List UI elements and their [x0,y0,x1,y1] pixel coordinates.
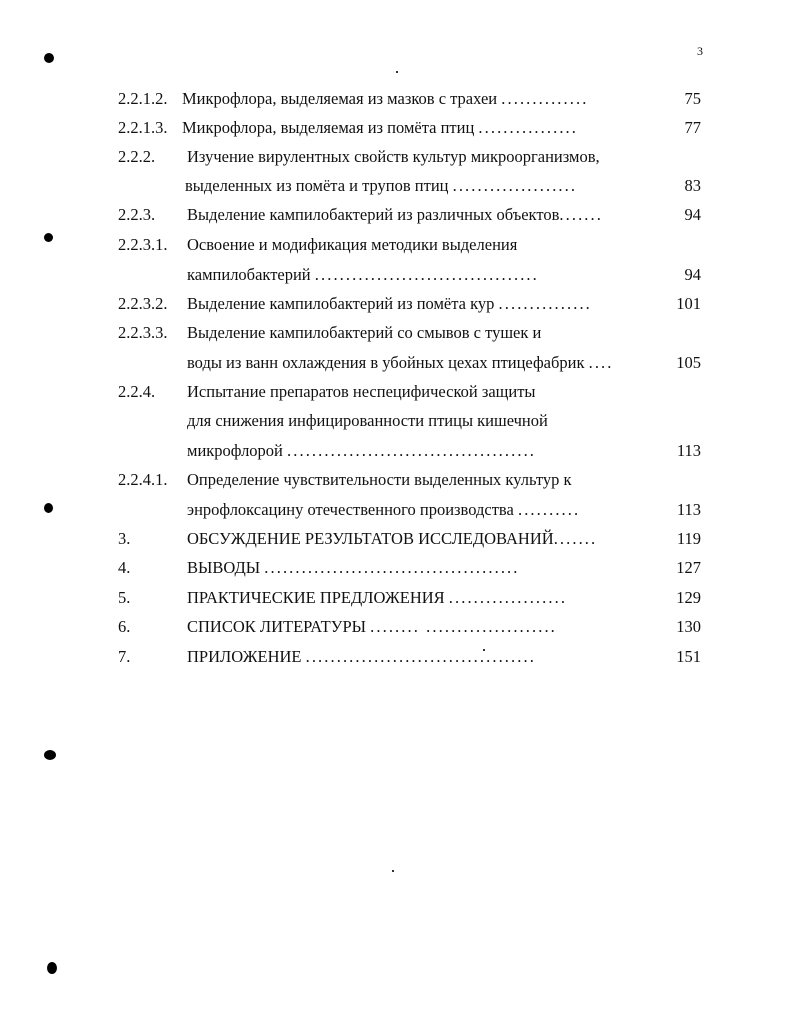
toc-entry [0,646,791,668]
margin-mark [44,750,56,760]
toc-number: 2.2.4. [118,382,156,401]
toc-entry [0,146,791,168]
toc-title-line: воды из ванн охлаждения в убойных цехах птицефабрик .... [187,353,614,372]
toc-number: 7. [118,647,131,666]
scan-speck [396,71,398,73]
toc-number: 2.2.4.1. [118,470,168,489]
toc-entry [0,557,791,579]
toc-entry-continuation [0,175,791,197]
toc-page: 119 [676,529,701,548]
toc-entry-continuation [0,352,791,374]
toc-page: 94 [684,265,701,284]
toc-entry [0,469,791,491]
toc-entry [0,234,791,256]
toc-page: 129 [676,588,701,607]
toc-title-line: для снижения инфицированности птицы кишечной [187,411,548,430]
toc-number: 2.2.3.3. [118,323,168,342]
scan-speck [392,870,394,872]
toc-number: 4. [118,558,131,577]
toc-entry [0,293,791,315]
toc-title-line: Изучение вирулентных свойств культур микроорганизмов, [187,147,600,166]
toc-title-line: энрофлоксацину отечественного производства .......... [187,500,581,519]
toc-entry-continuation [0,410,791,432]
toc-title-line: ПРАКТИЧЕСКИЕ ПРЕДЛОЖЕНИЯ ................... [187,588,568,607]
page-number: 3 [697,44,703,58]
toc-title-line: микрофлорой ........................................ [187,441,537,460]
toc-title-line: СПИСОК ЛИТЕРАТУРЫ ........ ..................... [187,617,557,636]
toc-title-line: Выделение кампилобактерий из различных объектов....... [187,205,603,224]
toc-title-line: ВЫВОДЫ ......................................... [187,558,520,577]
toc-entry [0,322,791,344]
toc-title-line: Выделение кампилобактерий из помёта кур ............... [187,294,592,313]
toc-title-line: Микрофлора, выделяемая из мазков с трахеи .............. [182,89,589,108]
toc-entry [0,117,791,139]
toc-title-line: Освоение и модификация методики выделения [187,235,518,254]
toc-page: 77 [684,118,701,137]
toc-number: 2.2.3.1. [118,235,168,254]
toc-page: 127 [676,558,701,577]
toc-entry [0,381,791,403]
toc-entry-continuation [0,264,791,286]
toc-page: 94 [684,205,701,224]
toc-page: 130 [676,617,701,636]
toc-number: 2.2.3.2. [118,294,168,313]
toc-entry [0,587,791,609]
toc-page: 113 [676,500,701,519]
toc-number: 2.2.3. [118,205,156,224]
toc-number: 3. [118,529,131,548]
toc-number: 2.2.1.3. [118,118,168,137]
toc-number: 6. [118,617,131,636]
toc-title-line: Определение чувствительности выделенных культур к [187,470,572,489]
toc-entry-continuation [0,440,791,462]
toc-title-line: Микрофлора, выделяемая из помёта птиц ................ [182,118,579,137]
toc-title-line: ПРИЛОЖЕНИЕ ..................................... [187,647,536,666]
toc-entry-continuation [0,499,791,521]
toc-title-line: кампилобактерий .................................... [187,265,539,284]
toc-page: 101 [676,294,701,313]
toc-page: 113 [676,441,701,460]
toc-number: 2.2.1.2. [118,89,168,108]
toc-page: 105 [676,353,701,372]
toc-page: 151 [676,647,701,666]
toc-entry [0,616,791,638]
toc-page: 83 [684,176,701,195]
toc-title-line: ОБСУЖДЕНИЕ РЕЗУЛЬТАТОВ ИССЛЕДОВАНИЙ....... [187,529,598,548]
toc-entry [0,88,791,110]
toc-entry [0,204,791,226]
toc-entry [0,528,791,550]
toc-title-line: Испытание препаратов неспецифической защиты [187,382,536,401]
toc-title-line: Выделение кампилобактерий со смывов с тушек и [187,323,542,342]
toc-number: 2.2.2. [118,147,156,166]
margin-mark [47,962,57,974]
toc-title-line: выделенных из помёта и трупов птиц .................... [185,176,578,195]
margin-mark [44,53,54,63]
toc-number: 5. [118,588,131,607]
toc-page: 75 [684,89,701,108]
